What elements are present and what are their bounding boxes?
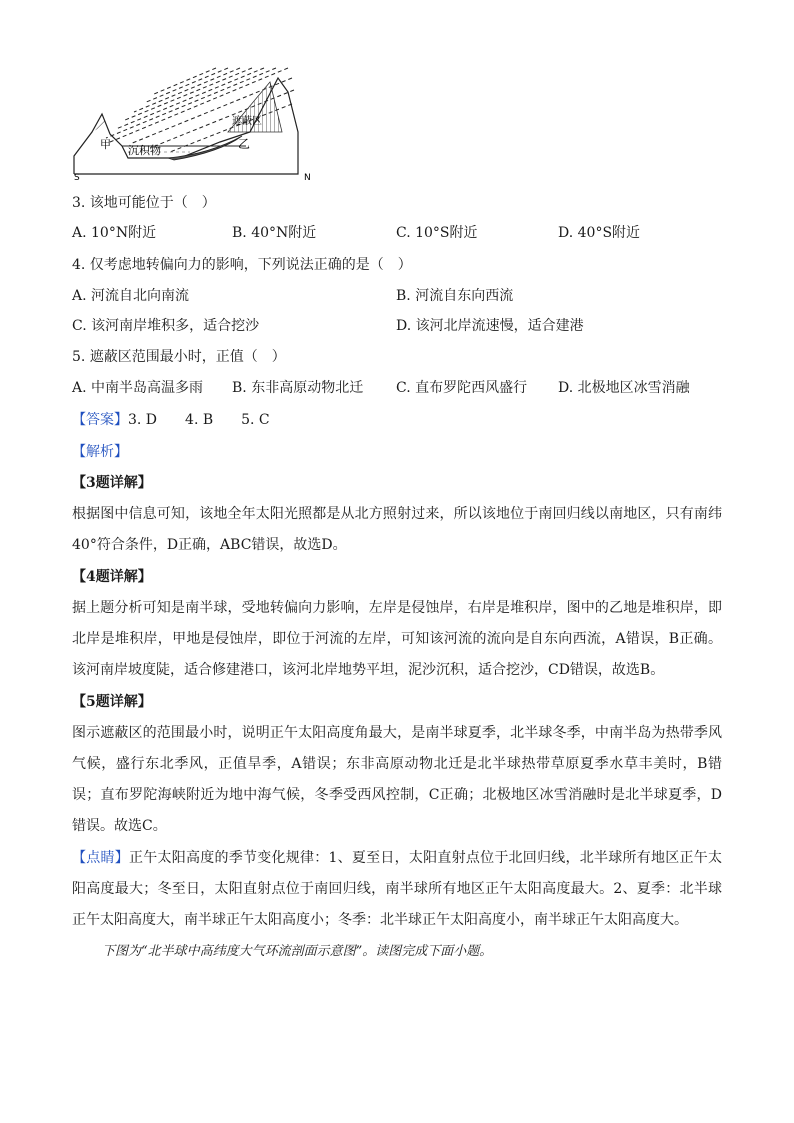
label-yi: 乙	[238, 137, 251, 151]
q5-option-b: B. 东非高原动物北迁	[232, 380, 364, 396]
q5-option-c: C. 直布罗陀西风盛行	[396, 380, 528, 396]
label-sediment: 沉积物	[128, 144, 161, 157]
detail4-body: 据上题分析可知是南半球，受地转偏向力影响，左岸是侵蚀岸，右岸是堆积岸，图中的乙地是堆积岸，即北岸是堆积岸，甲地是侵蚀岸，即位于河流的左岸，可知该河流的流向是自东向西流，A错误，B正确。该河南岸坡度陡，适合修建港口，该河北岸地势平坦，泥沙沉积，适合挖沙，CD错误，故选B。	[72, 600, 722, 678]
detail4-heading: 【4题详解】	[72, 569, 152, 585]
q4-option-c: C. 该河南岸堆积多，适合挖沙	[72, 318, 260, 334]
detail3-body: 根据图中信息可知，该地全年太阳光照都是从北方照射过来，所以该地位于南回归线以南地区，只有南纬40°符合条件，D正确，ABC错误，故选D。	[72, 506, 722, 553]
detail5-body: 图示遮蔽区的范围最小时，说明正午太阳高度角最大，是南半球夏季，北半球冬季，中南半岛为热带季风气候，盛行东北季风，正值旱季，A错误；东非高原动物北迁是北半球热带草原夏季水草丰美时，B错误；直布罗陀海峡附近为地中海气候，冬季受西风控制，C正确；北极地区冰雪消融时是北半球夏季，D错误。故选C。	[72, 725, 722, 834]
tip-tag: 【点睛】	[72, 850, 129, 866]
answer-tag: 【答案】	[72, 412, 128, 428]
q3-option-c: C. 10°S附近	[396, 225, 478, 241]
cross-section-diagram	[70, 62, 330, 184]
label-s: S	[74, 173, 80, 183]
q4-option-a: A. 河流自北向南流	[72, 288, 190, 304]
q4-option-d: D. 该河北岸流速慢，适合建港	[396, 318, 584, 334]
river-cross-section-figure	[70, 62, 330, 184]
detail5-heading: 【5题详解】	[72, 694, 152, 710]
analysis-tag: 【解析】	[72, 444, 128, 460]
label-jia: 甲	[100, 138, 111, 151]
q5-option-a: A. 中南半岛高温多雨	[72, 380, 204, 396]
q4-stem: 4. 仅考虑地转偏向力的影响，下列说法正确的是（ ）	[72, 257, 412, 273]
q5-option-d: D. 北极地区冰雪消融	[558, 380, 690, 396]
q3-option-a: A. 10°N附近	[72, 225, 157, 241]
answer-line	[72, 410, 270, 430]
tip-body: 正午太阳高度的季节变化规律：1、夏至日，太阳直射点位于北回归线，北半球所有地区正午太阳高度最大；冬至日，太阳直射点位于南回归线，南半球所有地区正午太阳高度最大。2、夏季：北半球正午太阳高度大，南半球正午太阳高度小；冬季：北半球正午太阳高度小，南半球正午太阳高度大。	[72, 850, 723, 928]
answer-text: 3. D 4. B 5. C	[128, 412, 270, 428]
label-shadow: 遮蔽区	[232, 116, 262, 127]
q3-option-d: D. 40°S附近	[558, 225, 641, 241]
q5-stem: 5. 遮蔽区范围最小时，正值（ ）	[72, 349, 286, 365]
q4-option-b: B. 河流自东向西流	[396, 288, 514, 304]
next-section-intro: 下图为“北半球中高纬度大气环流剖面示意图”。读图完成下面小题。	[102, 944, 493, 959]
q3-option-b: B. 40°N附近	[232, 225, 317, 241]
label-n: N	[304, 173, 311, 183]
q3-stem: 3. 该地可能位于（ ）	[72, 195, 216, 211]
detail3-heading: 【3题详解】	[72, 475, 152, 491]
tip-paragraph	[72, 843, 722, 936]
